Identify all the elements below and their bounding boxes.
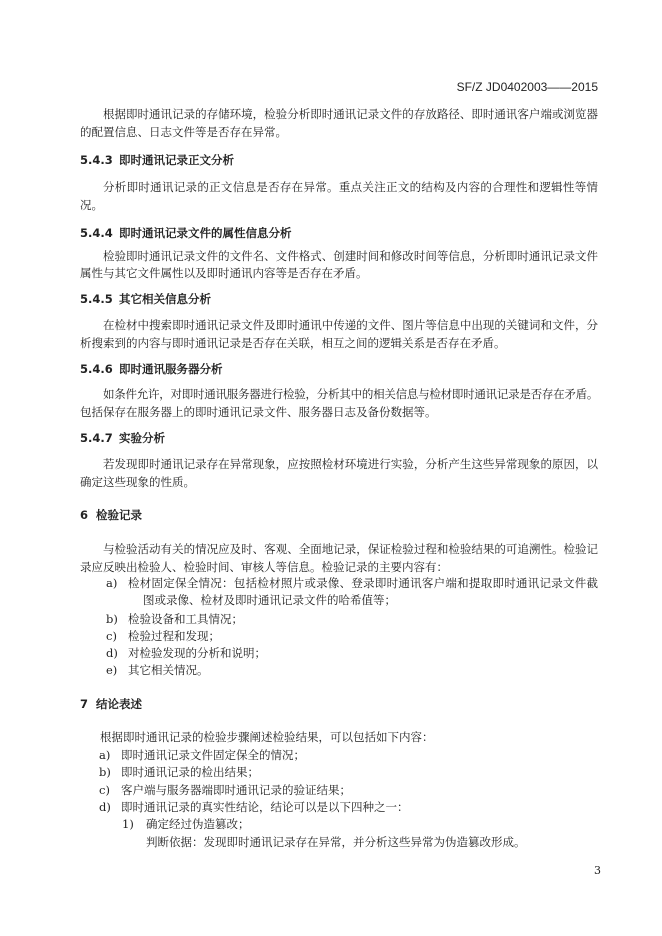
list-label: b)	[106, 612, 118, 626]
section-title: 检验记录	[96, 508, 142, 522]
list-label: d)	[99, 800, 111, 814]
list-label: a)	[99, 748, 111, 762]
list-item: 检材固定保全情况：包括检材照片或录像、登录即时通讯客户端和提取即时通讯记录文件截	[128, 576, 598, 590]
document-code: SF/Z JD0402003——2015	[456, 80, 598, 94]
paragraph-line: 的配置信息、日志文件等是否存在异常。	[80, 125, 287, 139]
paragraph-line: 根据即时通讯记录的存储环境，检验分析即时通讯记录文件的存放路径、即时通讯客户端或浏览器	[103, 107, 598, 121]
paragraph-line: 在检材中搜索即时通讯记录文件及即时通讯中传递的文件、图片等信息中出现的关键词和文件，分	[103, 318, 598, 332]
list-item: 对检验发现的分析和说明；	[128, 646, 266, 660]
paragraph-line: 属性与其它文件属性以及即时通讯内容等是否存在矛盾。	[80, 266, 368, 280]
section-number: 6	[80, 508, 89, 522]
section-title: 结论表述	[96, 697, 142, 711]
section-number: 5.4.7	[80, 431, 113, 445]
list-item: 客户端与服务器端即时通讯记录的验证结果；	[121, 783, 351, 797]
list-item: 即时通讯记录文件固定保全的情况；	[121, 748, 305, 762]
paragraph-line: 与检验活动有关的情况应及时、客观、全面地记录，保证检验过程和检验结果的可追溯性。检验记	[103, 542, 598, 556]
paragraph-line: 如条件允许，对即时通讯服务器进行检验，分析其中的相关信息与检材即时通讯记录是否存在矛盾。	[103, 387, 598, 401]
list-label: d)	[106, 646, 118, 660]
section-number: 5.4.4	[80, 226, 113, 240]
section-number: 5.4.5	[80, 292, 113, 306]
paragraph-line: 析搜索到的内容与即时通讯记录是否存在关联，相互之间的逻辑关系是否存在矛盾。	[80, 336, 506, 350]
section-number: 5.4.6	[80, 362, 113, 376]
sub-list-label: 1)	[122, 817, 134, 831]
paragraph-line: 根据即时通讯记录的检验步骤阐述检验结果，可以包括如下内容：	[100, 730, 434, 744]
paragraph-line: 分析即时通讯记录的正文信息是否存在异常。重点关注正文的结构及内容的合理性和逻辑性等情	[103, 180, 598, 194]
section-title: 即时通讯记录正文分析	[119, 153, 234, 167]
paragraph-line: 包括保存在服务器上的即时通讯记录文件、服务器日志及备份数据等。	[80, 405, 437, 419]
sub-list-item: 确定经过伪造篡改；	[146, 817, 250, 831]
list-item: 即时通讯记录的真实性结论，结论可以是以下四种之一：	[121, 800, 409, 814]
section-number: 5.4.3	[80, 153, 113, 167]
paragraph-line: 检验即时通讯记录文件的文件名、文件格式、创建时间和修改时间等信息，分析即时通讯记录文件	[103, 249, 598, 263]
list-item: 其它相关情况。	[128, 663, 209, 677]
paragraph-line: 确定这些现象的性质。	[80, 475, 195, 489]
page-number: 3	[594, 864, 601, 877]
list-label: c)	[99, 783, 110, 797]
list-item: 图或录像、检材及即时通讯记录文件的哈希值等；	[143, 593, 396, 607]
list-label: a)	[106, 576, 118, 590]
section-title: 其它相关信息分析	[119, 292, 211, 306]
list-label: c)	[106, 629, 117, 643]
list-item: 检验设备和工具情况；	[128, 612, 243, 626]
list-label: b)	[99, 765, 111, 779]
list-label: e)	[106, 663, 118, 677]
list-item: 检验过程和发现；	[128, 629, 220, 643]
section-number: 7	[80, 697, 89, 711]
list-item: 即时通讯记录的检出结果；	[121, 765, 259, 779]
paragraph-line: 况。	[80, 198, 103, 212]
paragraph-line: 录应反映出检验人、检验时间、审核人等信息。检验记录的主要内容有：	[80, 560, 448, 574]
section-title: 即时通讯服务器分析	[119, 362, 223, 376]
judgment-basis: 判断依据：发现即时通讯记录存在异常，并分析这些异常为伪造篡改形成。	[146, 835, 526, 849]
section-title: 即时通讯记录文件的属性信息分析	[119, 226, 292, 240]
section-title: 实验分析	[119, 431, 165, 445]
paragraph-line: 若发现即时通讯记录存在异常现象，应按照检材环境进行实验，分析产生这些异常现象的原因，以	[103, 457, 598, 471]
